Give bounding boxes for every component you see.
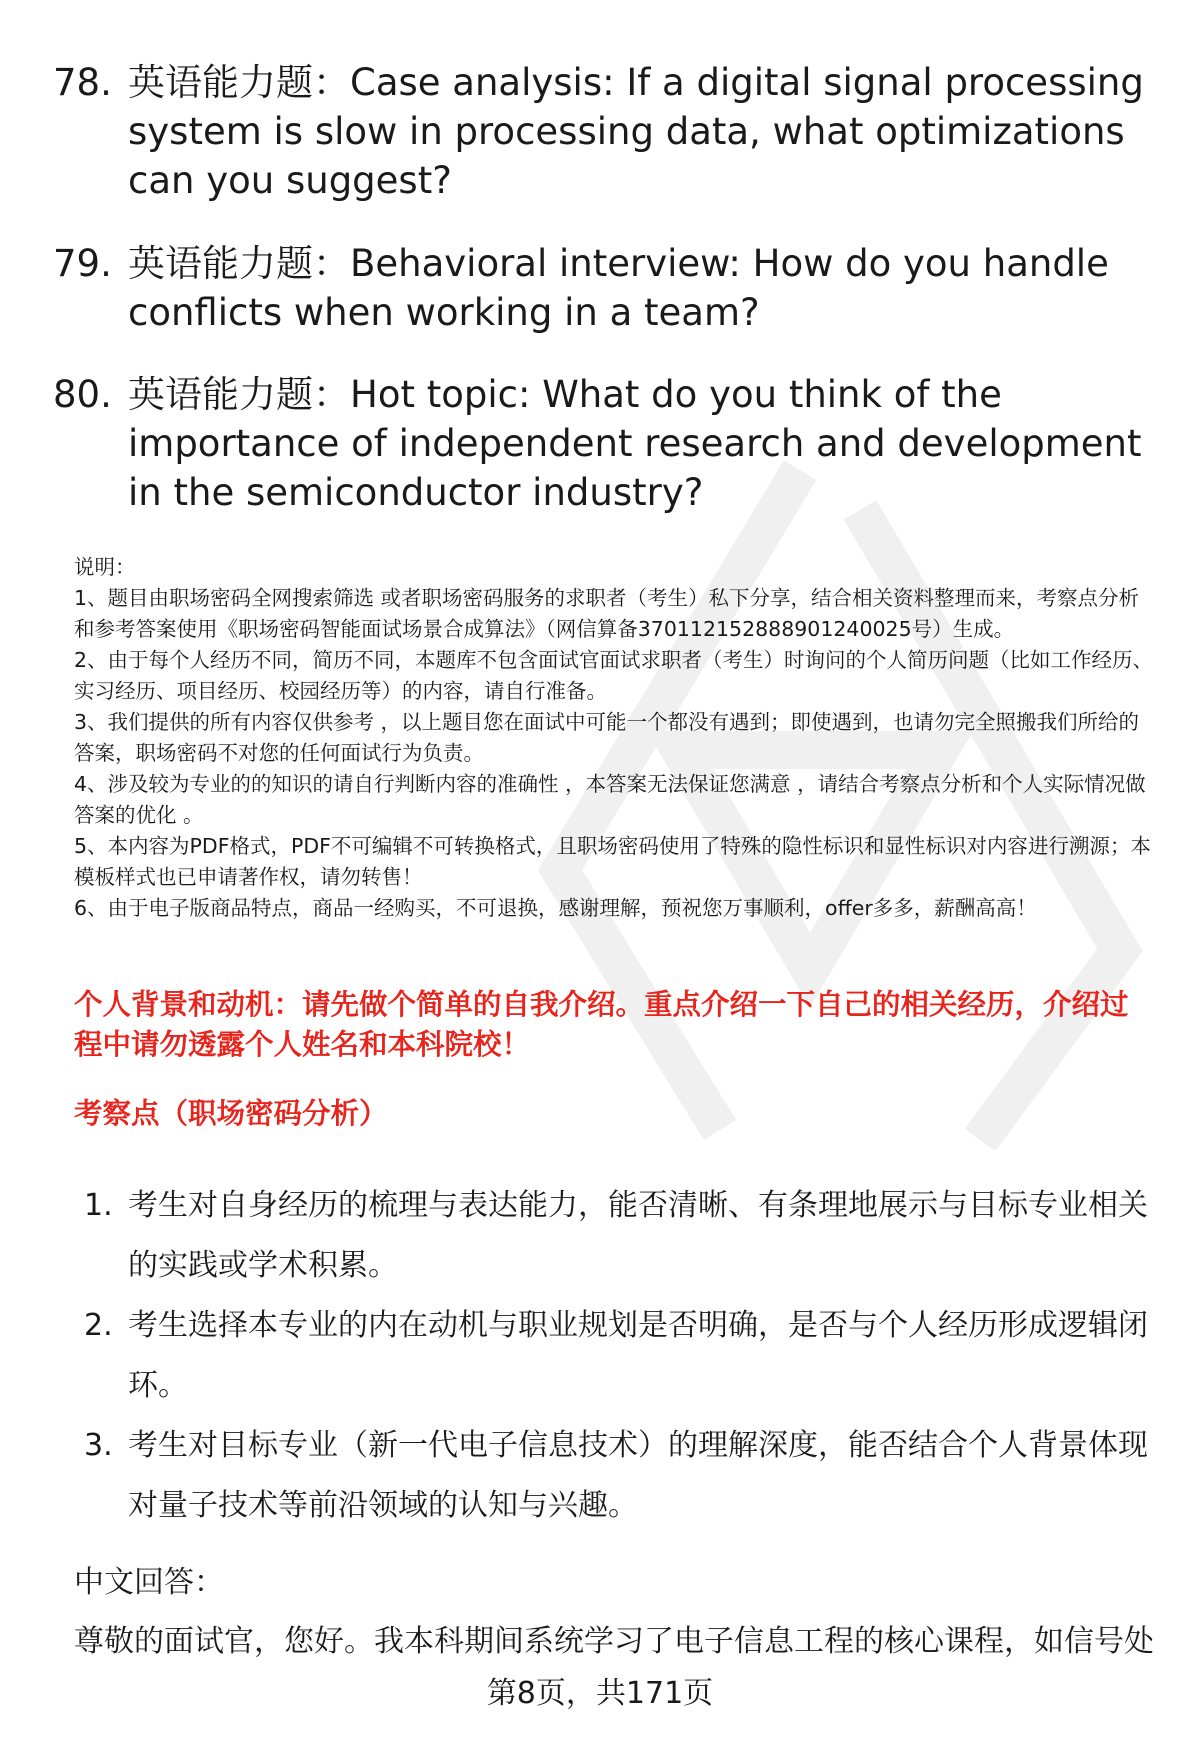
question-78 <box>53 58 1173 205</box>
question-text: 英语能力题：Case analysis: If a digital signal processing system is slow in processing data, what optimizations can you suggest? <box>128 61 1144 202</box>
question-text: 英语能力题：Hot topic: What do you think of the importance of independent research and development in the semiconductor industry? <box>128 373 1142 514</box>
analysis-list <box>74 1176 1154 1536</box>
note-item: 1、题目由职场密码全网搜索筛选 或者职场密码服务的求职者（考生）私下分享，结合相关资料整理而来，考察点分析和参考答案使用《职场密码智能面试场景合成算法》（网信算备370112152888901240025号）生成。 <box>74 586 1140 641</box>
note-item: 4、涉及较为专业的的知识的请自行判断内容的准确性 ，本答案无法保证您满意 ，请结合考察点分析和个人实际情况做答案的优化 。 <box>74 772 1146 827</box>
question-number: 79. <box>53 242 112 285</box>
item-text: 考生选择本专业的内在动机与职业规划是否明确，是否与个人经历形成逻辑闭环。 <box>128 1308 1148 1403</box>
note-item: 3、我们提供的所有内容仅供参考 ，以上题目您在面试中可能一个都没有遇到；即使遇到，也请勿完全照搬我们所给的答案，职场密码不对您的任何面试行为负责。 <box>74 710 1140 765</box>
answer-text: 尊敬的面试官，您好。我本科期间系统学习了电子信息工程的核心课程，如信号处 <box>74 1624 1154 1659</box>
question-number: 78. <box>53 61 112 104</box>
question-79 <box>53 239 1173 337</box>
question-heading: 个人背景和动机：请先做个简单的自我介绍。重点介绍一下自己的相关经历，介绍过程中请勿透露个人姓名和本科院校！ <box>74 988 1129 1061</box>
analysis-item <box>74 1176 1154 1296</box>
notes-section <box>74 552 1154 924</box>
analysis-item <box>74 1296 1154 1416</box>
item-text: 考生对自身经历的梳理与表达能力，能否清晰、有条理地展示与目标专业相关的实践或学术积累。 <box>128 1188 1148 1283</box>
item-number: 2. <box>84 1308 113 1343</box>
page-footer: 第8页，共171页 <box>486 1676 714 1711</box>
answer-label: 中文回答： <box>74 1565 224 1600</box>
analysis-item <box>74 1416 1154 1536</box>
item-number: 1. <box>84 1188 113 1223</box>
analysis-title: 考察点（职场密码分析） <box>74 1097 388 1130</box>
question-80 <box>53 370 1173 517</box>
note-item: 2、由于每个人经历不同，简历不同，本题库不包含面试官面试求职者（考生）时询问的个人简历问题（比如工作经历、实习经历、项目经历、校园经历等）的内容，请自行准备。 <box>74 648 1154 703</box>
note-item: 5、本内容为PDF格式，PDF不可编辑不可转换格式，且职场密码使用了特殊的隐性标识和显性标识对内容进行溯源；本模板样式也已申请著作权，请勿转售！ <box>74 834 1151 889</box>
note-item: 6、由于电子版商品特点，商品一经购买，不可退换，感谢理解，预祝您万事顺利，offer多多，薪酬高高！ <box>74 896 1037 920</box>
question-number: 80. <box>53 373 112 416</box>
question-text: 英语能力题：Behavioral interview: How do you handle conflicts when working in a team? <box>128 242 1109 334</box>
item-number: 3. <box>84 1428 113 1463</box>
item-text: 考生对目标专业（新一代电子信息技术）的理解深度，能否结合个人背景体现对量子技术等前沿领域的认知与兴趣。 <box>128 1428 1148 1523</box>
notes-title: 说明： <box>74 555 136 579</box>
